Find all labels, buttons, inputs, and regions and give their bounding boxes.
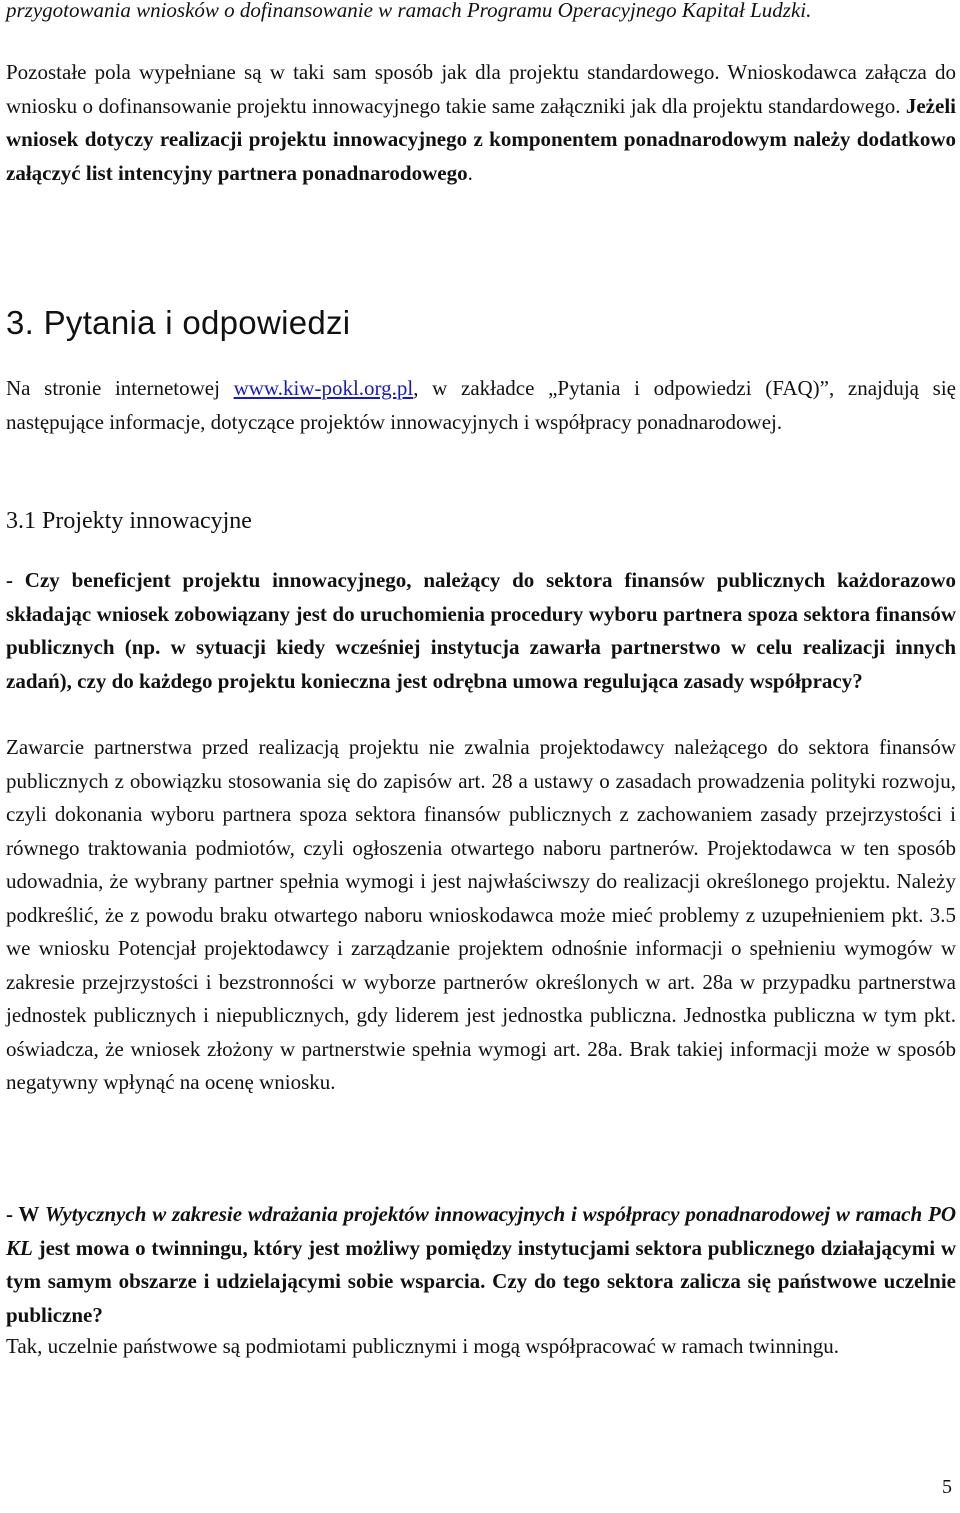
- question-2-prefix: - W: [6, 1202, 45, 1226]
- intro-italic-text: przygotowania wniosków o dofinansowanie w ramach Programu Operacyjnego Kapitał Ludzki.: [6, 0, 812, 22]
- question-1-text: - Czy beneficjent projektu innowacyjnego, należący do sektora finansów publicznych każdorazowo składając wniosek zobowiązany jest do uruchomienia procedury wyboru partnera spoza sektora finansów publicznych (np. w sytuacji kiedy wcześniej instytucja zawarła partnerstwo w celu realizacji innych zadań), czy do każdego projektu konieczna jest odrębna umowa regulująca zasady współpracy?: [6, 568, 956, 693]
- section-heading-questions: 3. Pytania i odpowiedzi: [6, 304, 351, 341]
- website-text-after: , w zakładce „Pytania i odpowiedzi (FAQ)”, znajdują się następujące informacje, dotyczące projektów innowacyjnych i współpracy ponadnarodowej.: [6, 376, 956, 434]
- answer-1: [6, 731, 956, 1100]
- page-number: 5: [942, 1476, 952, 1498]
- answer-2-text: Tak, uczelnie państwowe są podmiotami publicznymi i mogą współpracować w ramach twinningu.: [6, 1334, 840, 1358]
- subsection-heading-innovative-projects: 3.1 Projekty innowacyjne: [6, 508, 252, 534]
- paragraph-attachments: [6, 56, 956, 190]
- paragraph-website-info: [6, 372, 956, 439]
- paragraph-attachments-bold: Jeżeli wniosek dotyczy realizacji projektu innowacyjnego z komponentem ponadnarodowym należy dodatkowo załączyć list intencyjny partnera ponadnarodowego: [6, 93, 956, 185]
- question-2-italic: Wytycznych w zakresie wdrażania projektów innowacyjnych i współpracy ponadnarodowej w ramach PO KL: [6, 1202, 957, 1260]
- question-1: [6, 564, 956, 698]
- question-2: [6, 1198, 956, 1332]
- website-text-before: Na stronie internetowej: [6, 376, 234, 400]
- intro-italic-paragraph: [6, 0, 956, 28]
- paragraph-attachments-end: .: [467, 160, 473, 185]
- answer-2: [6, 1330, 956, 1364]
- paragraph-attachments-text: Pozostałe pola wypełniane są w taki sam sposób jak dla projektu standardowego. Wnioskodawca załącza do wniosku o dofinansowanie projektu innowacyjnego takie same załączniki jak dla projektu standardowego.: [6, 60, 956, 118]
- website-link[interactable]: www.kiw-pokl.org.pl: [233, 376, 414, 400]
- answer-1-text: Zawarcie partnerstwa przed realizacją projektu nie zwalnia projektodawcy należącego do sektora finansów publicznych z obowiązku stosowania się do zapisów art. 28 a ustawy o zasadach prowadzenia polityki rozwoju, czyli dokonania wyboru partnera spoza sektora finansów publicznych z zachowaniem zasady przejrzystości i równego traktowania podmiotów, czyli ogłoszenia otwartego naboru partnerów. Projektodawca w ten sposób udowadnia, że wybrany partner spełnia wymogi i jest najwłaściwszy do realizacji określonego projektu. Należy podkreślić, że z powodu braku otwartego naboru wnioskodawca może mieć problemy z uzupełnieniem pkt. 3.5 we wniosku Potencjał projektodawcy i zarządzanie projektem odnośnie informacji o spełnieniu wymogów w zakresie przejrzystości i bezstronności w wyborze partnerów określonych w art. 28a w przypadku partnerstwa jednostek publicznych i niepublicznych, gdy liderem jest jednostka publiczna. Jednostka publiczna w tym pkt. oświadcza, że wniosek złożony w partnerstwie spełnia wymogi art. 28a. Brak takiej informacji może w sposób negatywny wpłynąć na ocenę wniosku.: [6, 735, 956, 1094]
- question-2-rest: jest mowa o twinningu, który jest możliwy pomiędzy instytucjami sektora publicznego działającymi w tym samym obszarze i udzielającymi sobie wsparcia. Czy do tego sektora zalicza się państwowe uczelnie publiczne?: [6, 1235, 956, 1327]
